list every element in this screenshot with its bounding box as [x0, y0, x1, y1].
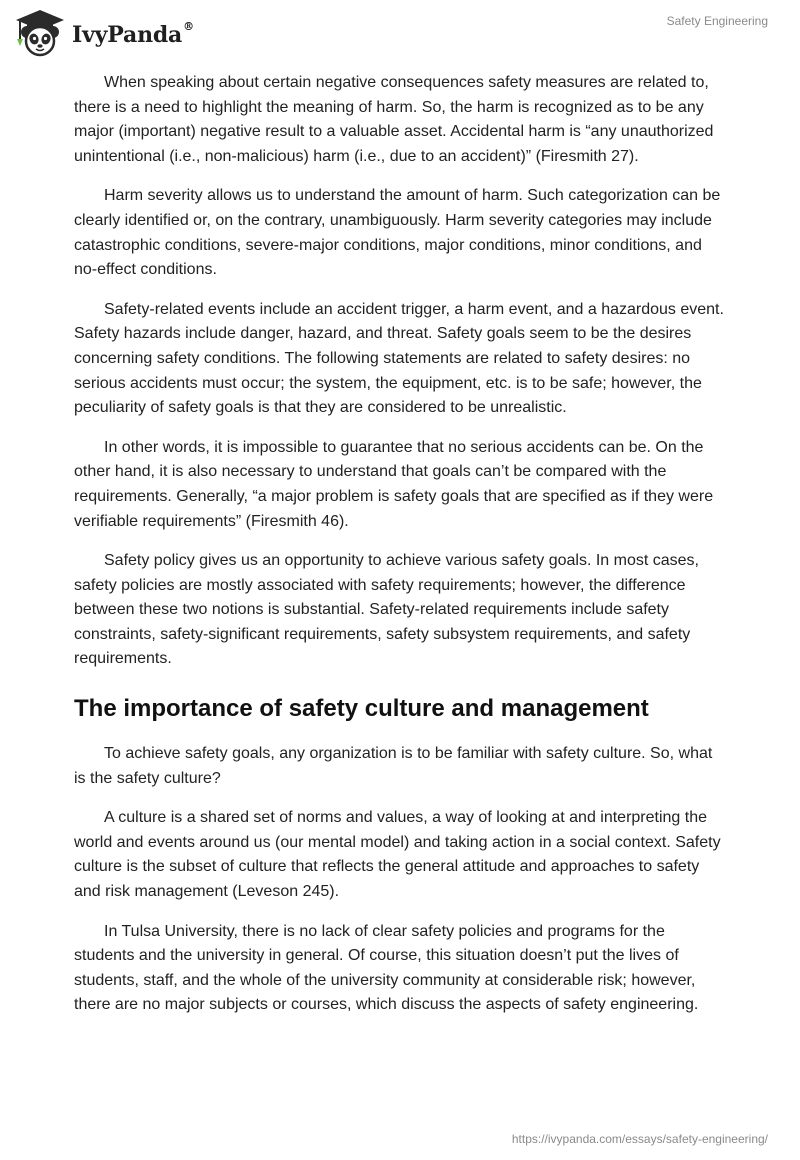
- paragraph: In other words, it is impossible to guarantee that no serious accidents can be. On the other hand, it is also necessary to understand that goals can’t be compared with the requirements. Generally, “a major problem is safety goals that are specified as if they were verifiable requirements” (Firesmith 46).: [74, 438, 714, 530]
- paragraph: Harm severity allows us to understand the amount of harm. Such categorization can be clearly identified or, on the contrary, unambiguously. Harm severity categories may include catastrophic conditions, severe-major conditions, major conditions, minor conditions, and no-effect conditions.: [74, 187, 721, 279]
- section-heading: The importance of safety culture and management: [74, 695, 649, 723]
- registered-mark: ®: [183, 20, 194, 33]
- paragraph: A culture is a shared set of norms and values, a way of looking at and interpreting the world and events around us (our mental model) and taking action in a social context. Safety culture is the subset of culture that reflects the general attitude and approaches to safety and risk management (Leveson 245).: [74, 809, 721, 901]
- source-url[interactable]: https://ivypanda.com/essays/safety-engineering/: [511, 1132, 768, 1146]
- essay-body: [74, 71, 726, 1033]
- brand-name: IvyPanda®: [72, 20, 194, 48]
- paragraph: Safety-related events include an accident trigger, a harm event, and a hazardous event. Safety hazards include danger, hazard, and threat. Safety goals seem to be the desires concerning safety conditions. The following statements are related to safety desires: no serious accidents must occur; the system, the equipment, etc. is to be safe; however, the peculiarity of safety goals is that they are considered to be unrealistic.: [74, 300, 724, 417]
- paragraph: When speaking about certain negative consequences safety measures are related to, there is a need to highlight the meaning of harm. So, the harm is recognized as to be any major (important) negative result to a valuable asset. Accidental harm is “any unauthorized unintentional (i.e., non-malicious) harm (i.e., due to an accident)” (Firesmith 27).: [74, 74, 714, 165]
- page-header: [0, 0, 800, 70]
- paragraph: In Tulsa University, there is no lack of clear safety policies and programs for the students and the university in general. Of course, this situation doesn’t put the lives of students, staff, and the whole of the university community at considerable risk; however, there are no major subjects or courses, which discuss the aspects of safety engineering.: [74, 922, 699, 1014]
- paragraph: To achieve safety goals, any organization is to be familiar with safety culture. So, what is the safety culture?: [74, 745, 713, 787]
- paragraph: Safety policy gives us an opportunity to achieve various safety goals. In most cases, safety policies are mostly associated with safety requirements; however, the difference between these two notions is substantial. Safety-related requirements include safety constraints, safety-significant requirements, safety subsystem requirements, and safety requirements.: [74, 552, 699, 668]
- panda-graduate-icon: [14, 8, 66, 58]
- ivypanda-logo[interactable]: [14, 8, 194, 58]
- document-title: Safety Engineering: [666, 14, 768, 28]
